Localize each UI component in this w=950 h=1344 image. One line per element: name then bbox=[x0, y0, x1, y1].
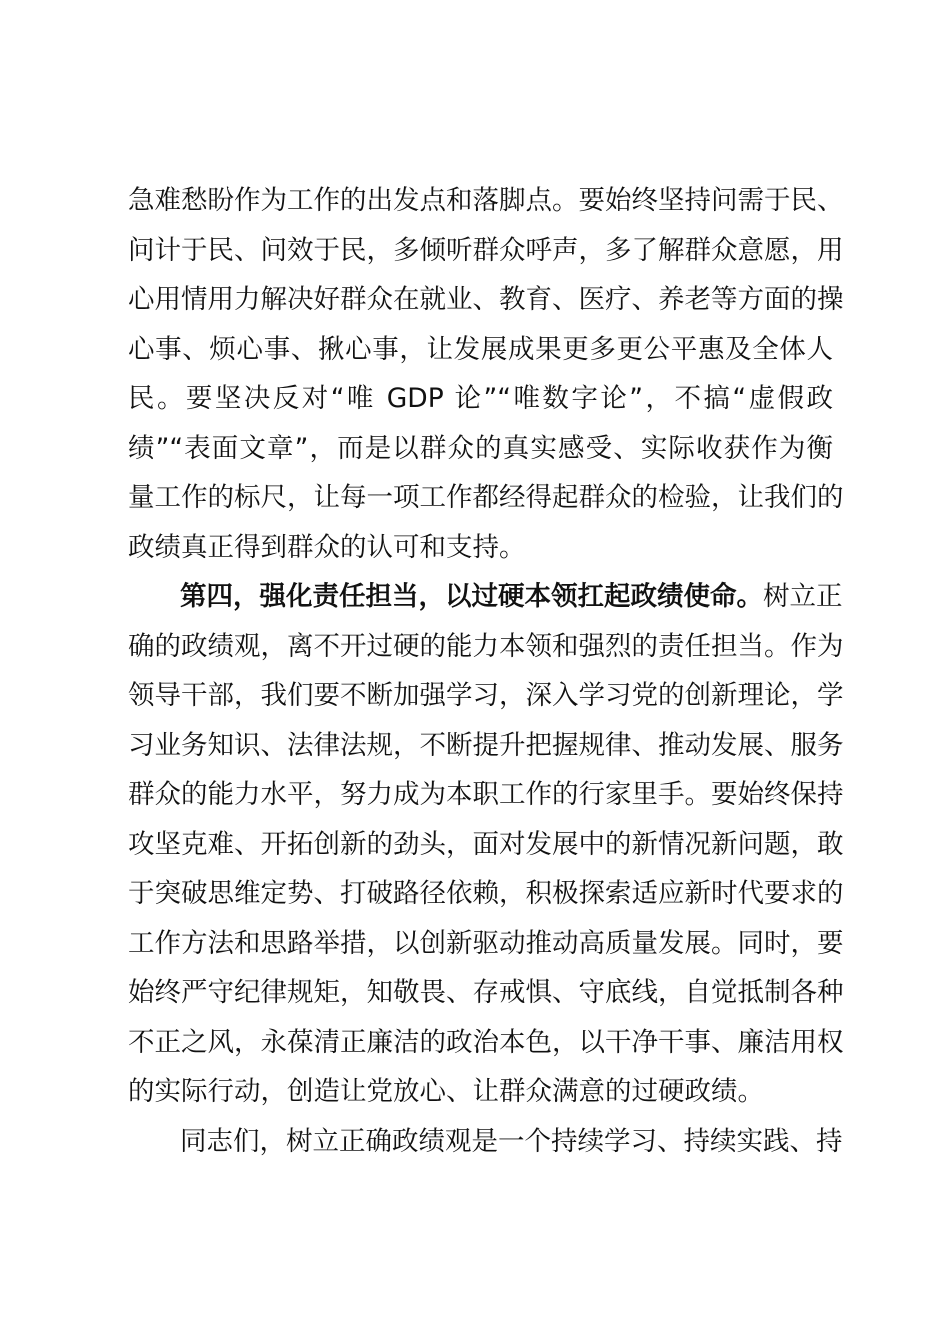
text-line: 绩”“表面文章”，而是以群众的真实感受、实际收获作为衡 bbox=[128, 432, 833, 464]
text-line: 工作方法和思路举措，以创新驱动推动高质量发展。同时，要 bbox=[128, 927, 844, 959]
text-line: 习业务知识、法律法规，不断提升把握规律、推动发展、服务 bbox=[128, 729, 844, 761]
heading-line-rest: 树立正 bbox=[763, 581, 843, 612]
text-line: 民。要坚决反对“唯 GDP 论”“唯数字论”，不搞“虚假政 bbox=[128, 383, 833, 414]
text-line: 攻坚克难、开拓创新的劲头，面对发展中的新情况新问题，敢 bbox=[128, 828, 844, 860]
text-line: 的实际行动，创造让党放心、让群众满意的过硬政绩。 bbox=[128, 1076, 764, 1107]
text-line: 心事、烦心事、揪心事，让发展成果更多更公平惠及全体人 bbox=[128, 333, 833, 365]
text-line: 群众的能力水平，努力成为本职工作的行家里手。要始终保持 bbox=[128, 779, 844, 810]
section-heading: 第四，强化责任担当，以过硬本领扛起政绩使命。 bbox=[180, 581, 763, 612]
text-line: 问计于民、问效于民，多倾听群众呼声，多了解群众意愿，用 bbox=[128, 234, 844, 266]
text-line: 始终严守纪律规矩，知敬畏、存戒惧、守底线，自觉抵制各种 bbox=[128, 977, 844, 1008]
text-line: 同志们，树立正确政绩观是一个持续学习、持续实践、持 bbox=[180, 1125, 843, 1157]
text-line bbox=[128, 572, 843, 622]
paragraph-3 bbox=[128, 1117, 843, 1167]
text-line: 急难愁盼作为工作的出发点和落脚点。要始终坚持问需于民、 bbox=[128, 185, 844, 216]
paragraph-2 bbox=[128, 572, 844, 1117]
text-line: 政绩真正得到群众的认可和支持。 bbox=[128, 531, 526, 563]
text-line: 于突破思维定势、打破路径依赖，积极探索适应新时代要求的 bbox=[128, 878, 844, 909]
paragraph-1 bbox=[128, 176, 844, 572]
body-text bbox=[128, 176, 844, 1166]
text-line: 量工作的标尺，让每一项工作都经得起群众的检验，让我们的 bbox=[128, 482, 844, 513]
text-line: 领导干部，我们要不断加强学习，深入学习党的创新理论，学 bbox=[128, 680, 844, 711]
text-line: 不正之风，永葆清正廉洁的政治本色，以干净干事、廉洁用权 bbox=[128, 1026, 844, 1058]
text-line: 确的政绩观，离不开过硬的能力本领和强烈的责任担当。作为 bbox=[128, 630, 844, 662]
text-line: 心用情用力解决好群众在就业、教育、医疗、养老等方面的操 bbox=[128, 284, 844, 315]
